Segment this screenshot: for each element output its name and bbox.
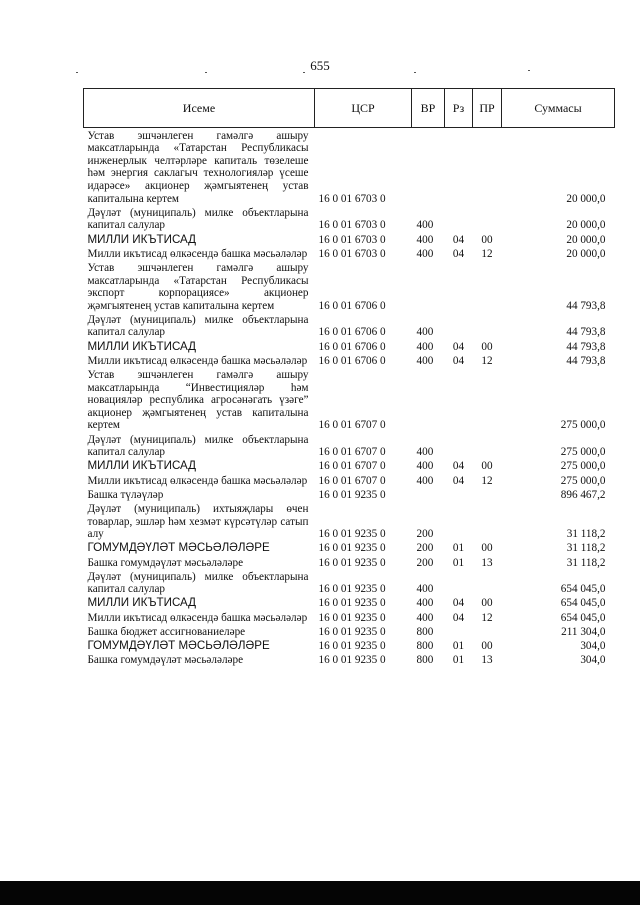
cell-vr: 400: [416, 233, 434, 246]
cell-pr: [473, 624, 502, 638]
cell-name: Устав эшчәнлеген гамәлгә ашыру максатларында «Татарстан Республикасы инженерлык челтәрләре капиталь төзелеше һәм энергия саклагыч технологияләр үсеше идарәсе» акционер җәмгыятенең устав капиталына кертем: [87, 129, 309, 205]
cell-pr: 12: [481, 474, 493, 487]
cell-csr: 16 0 01 9235 0: [318, 654, 386, 667]
cell-rz: [445, 128, 473, 206]
cell-csr: 16 0 01 6703 0: [318, 192, 386, 205]
cell-vr: 400: [416, 446, 434, 459]
cell-name: Дәүләт (муниципаль) милке объектларына капитал салулар: [87, 433, 309, 459]
cell-vr: 400: [416, 583, 434, 596]
table-row: [84, 353, 615, 367]
cell-pr: 13: [481, 556, 493, 569]
cell-sum: 275 000,0: [560, 446, 606, 459]
table-row: [84, 459, 615, 473]
cell-rz: 04: [452, 233, 465, 246]
cell-csr: 16 0 01 6706 0: [318, 299, 386, 312]
cell-csr: 16 0 01 6707 0: [318, 446, 386, 459]
cell-vr: 400: [416, 611, 434, 624]
cell-rz: [445, 367, 473, 432]
table-row: [84, 232, 615, 246]
cell-name: Башка бюджет ассигнованиеләре: [87, 625, 246, 638]
cell-sum: 211 304,0: [561, 625, 606, 638]
cell-vr: [412, 260, 445, 312]
cell-rz: 01: [452, 640, 465, 653]
cell-vr: 800: [416, 654, 434, 667]
cell-pr: [473, 260, 502, 312]
table-row: [84, 339, 615, 353]
cell-csr: 16 0 01 6707 0: [318, 460, 386, 473]
cell-pr: 12: [481, 247, 493, 260]
cell-sum: 275 000,0: [560, 419, 606, 432]
cell-csr: 16 0 01 9235 0: [318, 640, 386, 653]
scan-speck: [414, 72, 416, 73]
cell-rz: 04: [452, 460, 465, 473]
cell-pr: 13: [481, 654, 493, 667]
cell-vr: [412, 367, 445, 432]
cell-csr: 16 0 01 9235 0: [318, 625, 386, 638]
table-header: [84, 89, 615, 128]
cell-csr: 16 0 01 9235 0: [318, 542, 386, 555]
cell-vr: 400: [416, 354, 434, 367]
cell-sum: 31 118,2: [566, 556, 606, 569]
cell-csr: 16 0 01 9235 0: [318, 488, 386, 501]
header-pr: ПР: [473, 89, 502, 128]
cell-name: Милли икътисад өлкәсендә башка мәсьәләләр: [87, 611, 308, 624]
cell-rz: 01: [452, 654, 465, 667]
cell-csr: 16 0 01 6703 0: [318, 247, 386, 260]
cell-csr: 16 0 01 6703 0: [318, 219, 386, 232]
cell-csr: 16 0 01 6706 0: [318, 340, 386, 353]
cell-sum: 654 045,0: [560, 611, 606, 624]
cell-vr: 400: [416, 474, 434, 487]
scan-speck: [76, 72, 78, 73]
cell-rz: [445, 487, 473, 501]
cell-sum: 654 045,0: [560, 597, 606, 610]
table-row: [84, 624, 615, 638]
cell-pr: 00: [481, 460, 493, 473]
cell-sum: 20 000,0: [566, 219, 606, 232]
table-row: [84, 610, 615, 624]
cell-name: МИЛЛИ ИКЪТИСАД: [87, 339, 197, 353]
cell-rz: [445, 432, 473, 459]
cell-sum: 31 118,2: [566, 528, 606, 541]
cell-rz: 01: [452, 556, 465, 569]
cell-csr: 16 0 01 9235 0: [318, 528, 386, 541]
cell-csr: 16 0 01 6707 0: [318, 419, 386, 432]
cell-pr: 00: [481, 340, 493, 353]
cell-sum: 44 793,8: [566, 340, 606, 353]
cell-pr: 00: [481, 597, 493, 610]
header-rz: Рз: [445, 89, 473, 128]
cell-vr: 400: [416, 597, 434, 610]
cell-name: Устав эшчәнлеген гамәлгә ашыру максатларында «Татарстан Республикасы экспорт корпорациясе» акционер җәмгыятенең устав капиталына кертем: [87, 261, 309, 312]
scan-bottom-edge: [0, 881, 640, 905]
table-row: [84, 205, 615, 232]
cell-csr: 16 0 01 9235 0: [318, 556, 386, 569]
cell-sum: 275 000,0: [560, 460, 606, 473]
cell-vr: 200: [416, 528, 434, 541]
cell-vr: 800: [416, 640, 434, 653]
cell-csr: 16 0 01 9235 0: [318, 611, 386, 624]
cell-vr: 200: [416, 542, 434, 555]
cell-name: Дәүләт (муниципаль) милке объектларына капитал салулар: [87, 206, 309, 232]
cell-rz: 04: [452, 597, 465, 610]
scan-speck: [205, 72, 207, 73]
cell-sum: 304,0: [580, 640, 606, 653]
cell-name: МИЛЛИ ИКЪТИСАД: [87, 596, 197, 610]
scan-speck: [303, 72, 305, 73]
table-row: [84, 501, 615, 540]
budget-table: [83, 88, 615, 667]
cell-csr: 16 0 01 6707 0: [318, 474, 386, 487]
cell-name: ГОМУМДӘҮЛӘТ МӘСЬӘЛӘЛӘРЕ: [87, 639, 270, 653]
cell-pr: [473, 487, 502, 501]
table-row: [84, 432, 615, 459]
cell-csr: 16 0 01 6703 0: [318, 233, 386, 246]
table-row: [84, 487, 615, 501]
cell-vr: [412, 128, 445, 206]
cell-rz: [445, 205, 473, 232]
cell-sum: 896 467,2: [560, 488, 606, 501]
cell-vr: 400: [416, 247, 434, 260]
cell-sum: 44 793,8: [566, 326, 606, 339]
cell-name: Башка гомумдәүләт мәсьәләләре: [87, 654, 244, 667]
cell-csr: 16 0 01 6706 0: [318, 354, 386, 367]
cell-name: Устав эшчәнлеген гамәлгә ашыру максатларында “Инвестицияләр һәм новацияләр республика агросәнәгать үзәге” акционер җәмгыятенең устав капиталына кертем: [87, 369, 309, 432]
cell-name: Дәүләт (муниципаль) милке объектларына капитал салулар: [87, 313, 309, 339]
cell-csr: 16 0 01 9235 0: [318, 583, 386, 596]
cell-name: МИЛЛИ ИКЪТИСАД: [87, 459, 197, 473]
cell-pr: 00: [481, 640, 493, 653]
header-name: Исеме: [84, 89, 315, 128]
cell-name: Дәүләт (муниципаль) милке объектларына капитал салулар: [87, 570, 309, 596]
cell-sum: 20 000,0: [566, 233, 606, 246]
table-row: [84, 128, 615, 206]
cell-name: Милли икътисад өлкәсендә башка мәсьәләләр: [87, 354, 308, 367]
cell-vr: 400: [416, 340, 434, 353]
cell-name: Милли икътисад өлкәсендә башка мәсьәләләр: [87, 474, 308, 487]
table-row: [84, 260, 615, 312]
cell-name: МИЛЛИ ИКЪТИСАД: [87, 232, 197, 246]
cell-rz: [445, 569, 473, 596]
cell-pr: [473, 432, 502, 459]
cell-rz: [445, 312, 473, 339]
table-row: [84, 555, 615, 569]
cell-sum: 654 045,0: [560, 583, 606, 596]
table-row: [84, 246, 615, 260]
cell-pr: [473, 312, 502, 339]
cell-rz: 04: [452, 340, 465, 353]
cell-vr: 800: [416, 625, 434, 638]
cell-rz: 04: [452, 474, 465, 487]
cell-sum: 304,0: [580, 654, 606, 667]
cell-name: Башка түләүләр: [87, 488, 164, 501]
scan-speck: [528, 70, 530, 71]
page-number: 655: [310, 58, 330, 73]
cell-pr: 00: [481, 542, 493, 555]
cell-pr: 12: [481, 354, 493, 367]
budget-table-container: [83, 88, 614, 667]
cell-vr: 400: [416, 219, 434, 232]
cell-vr: [412, 487, 445, 501]
cell-sum: 31 118,2: [566, 542, 606, 555]
cell-name: ГОМУМДӘҮЛӘТ МӘСЬӘЛӘЛӘРЕ: [87, 541, 270, 555]
cell-sum: 44 793,8: [566, 354, 606, 367]
cell-name: Башка гомумдәүләт мәсьәләләре: [87, 556, 244, 569]
cell-csr: 16 0 01 9235 0: [318, 597, 386, 610]
cell-name: Милли икътисад өлкәсендә башка мәсьәләләр: [87, 247, 308, 260]
header-vr: ВР: [412, 89, 445, 128]
cell-rz: 01: [452, 542, 465, 555]
cell-pr: [473, 569, 502, 596]
cell-pr: 12: [481, 611, 493, 624]
cell-pr: [473, 128, 502, 206]
cell-vr: 200: [416, 556, 434, 569]
table-row: [84, 541, 615, 555]
cell-sum: 20 000,0: [566, 192, 606, 205]
table-body: [84, 128, 615, 667]
cell-pr: [473, 501, 502, 540]
cell-vr: 400: [416, 460, 434, 473]
table-row: [84, 367, 615, 432]
cell-rz: 04: [452, 247, 465, 260]
cell-pr: [473, 367, 502, 432]
cell-rz: [445, 260, 473, 312]
cell-vr: 400: [416, 326, 434, 339]
table-row: [84, 638, 615, 652]
header-sum: Суммасы: [502, 89, 615, 128]
table-row: [84, 312, 615, 339]
cell-rz: [445, 624, 473, 638]
header-csr: ЦСР: [315, 89, 412, 128]
cell-rz: 04: [452, 354, 465, 367]
table-row: [84, 473, 615, 487]
cell-rz: [445, 501, 473, 540]
cell-name: Дәүләт (муниципаль) ихтыяҗлары өчен товарлар, эшләр һәм хезмәт күрсәтүләр сатып алу: [87, 502, 309, 541]
cell-sum: 44 793,8: [566, 299, 606, 312]
cell-pr: [473, 205, 502, 232]
table-row: [84, 569, 615, 596]
cell-sum: 275 000,0: [560, 474, 606, 487]
cell-csr: 16 0 01 6706 0: [318, 326, 386, 339]
cell-rz: 04: [452, 611, 465, 624]
cell-sum: 20 000,0: [566, 247, 606, 260]
table-row: [84, 653, 615, 667]
cell-pr: 00: [481, 233, 493, 246]
table-row: [84, 596, 615, 610]
